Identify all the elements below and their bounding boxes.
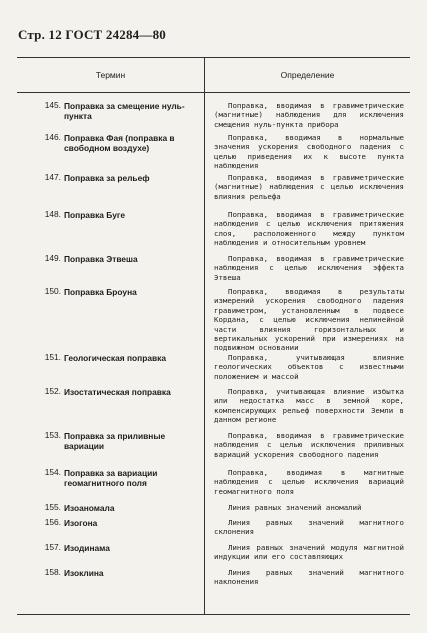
- entry-definition: Линия равных значений модуля магнитной индукции или его составляющих: [214, 543, 404, 562]
- entry-term: Поправка за вариации геомагнитного поля: [64, 468, 158, 488]
- terms-table: [17, 57, 410, 615]
- entry-number: 152.: [44, 386, 61, 396]
- entry-number: 158.: [44, 567, 61, 577]
- entry-number: 150.: [44, 286, 61, 296]
- entry-definition: Поправка, учитывающая влияние избытка или недостатка масс в земной коре, компенсирующих рельеф поверхности Земли в данном регионе: [214, 387, 404, 425]
- entry-number: 148.: [44, 209, 61, 219]
- column-header-term: Термин: [95, 70, 126, 80]
- entry-term: Поправка Этвеша: [64, 254, 138, 264]
- entry-definition: Линия равных значений магнитного наклонения: [214, 568, 404, 587]
- entry-number: 153.: [44, 430, 61, 440]
- entry-term: Изостатическая поправка: [64, 387, 171, 397]
- entry-definition: Поправка, вводимая в результаты измерений ускорения свободного падения гравиметром, установленным в подвесе Кордана, с целью исключения нелинейной части влияния горизонтальных и вертикальных ускорений при измерениях на подвижном основании: [214, 287, 404, 353]
- entry-definition: Линия равных значений магнитного склонения: [214, 518, 404, 537]
- entry-term: Поправка Броуна: [64, 287, 137, 297]
- entry-definition: Поправка, вводимая в гравиметрические (магнитные) наблюдения с целью исключения влияния рельефа: [214, 173, 404, 201]
- entry-term: Поправка за рельеф: [64, 173, 150, 183]
- entry-number: 151.: [44, 352, 61, 362]
- entry-definition: Поправка, вводимая в гравиметрические наблюдения с целью исключения приливных вариаций ускорения свободного падения: [214, 431, 404, 459]
- entry-number: 155.: [44, 502, 61, 512]
- entry-number: 156.: [44, 517, 61, 527]
- entry-definition: Поправка, вводимая в магнитные наблюдения с целью исключения вариаций геомагнитного поля: [214, 468, 404, 496]
- entry-term: Поправка Буге: [64, 210, 126, 220]
- entry-definition: Поправка, вводимая в гравиметрические наблюдения с целью исключения притяжения слоя, расположенного между пунктом наблюдения и относительным уровнем: [214, 210, 404, 248]
- entry-term: Изодинама: [64, 543, 110, 553]
- entry-term: Изоаномала: [64, 503, 115, 513]
- entry-term: Изогона: [64, 518, 98, 528]
- entry-definition: Линия равных значений аномалий: [228, 503, 362, 512]
- entry-term: Геологическая поправка: [64, 353, 166, 363]
- entry-number: 146.: [44, 132, 61, 142]
- column-header-definition: Определение: [280, 70, 335, 80]
- entry-number: 157.: [44, 542, 61, 552]
- entry-definition: Поправка, вводимая в гравиметрические наблюдения с целью исключения эффекта Этвеша: [214, 254, 404, 282]
- table-header-row: [17, 58, 410, 93]
- entry-term: Поправка Фая (поправка в свободном воздухе): [64, 133, 175, 153]
- entry-term: Изоклина: [64, 568, 104, 578]
- entry-definition: Поправка, учитывающая влияние геологических объектов с известными положением и массой: [214, 353, 404, 381]
- entry-definition: Поправка, вводимая в нормальные значения ускорения свободного падения с целью приведения их к высоте пункта наблюдения: [214, 133, 404, 171]
- entry-number: 149.: [44, 253, 61, 263]
- entry-term: Поправка за смещение нуль-пункта: [64, 101, 185, 121]
- page-header: Стр. 12 ГОСТ 24284—80: [18, 27, 166, 42]
- entry-term: Поправка за приливные вариации: [64, 431, 166, 451]
- entry-number: 154.: [44, 467, 61, 477]
- entry-number: 147.: [44, 172, 61, 182]
- entry-number: 145.: [44, 100, 61, 110]
- column-divider: [204, 58, 205, 614]
- entry-definition: Поправка, вводимая в гравиметрические (магнитные) наблюдения для исключения смещения нуль-пункта прибора: [214, 101, 404, 129]
